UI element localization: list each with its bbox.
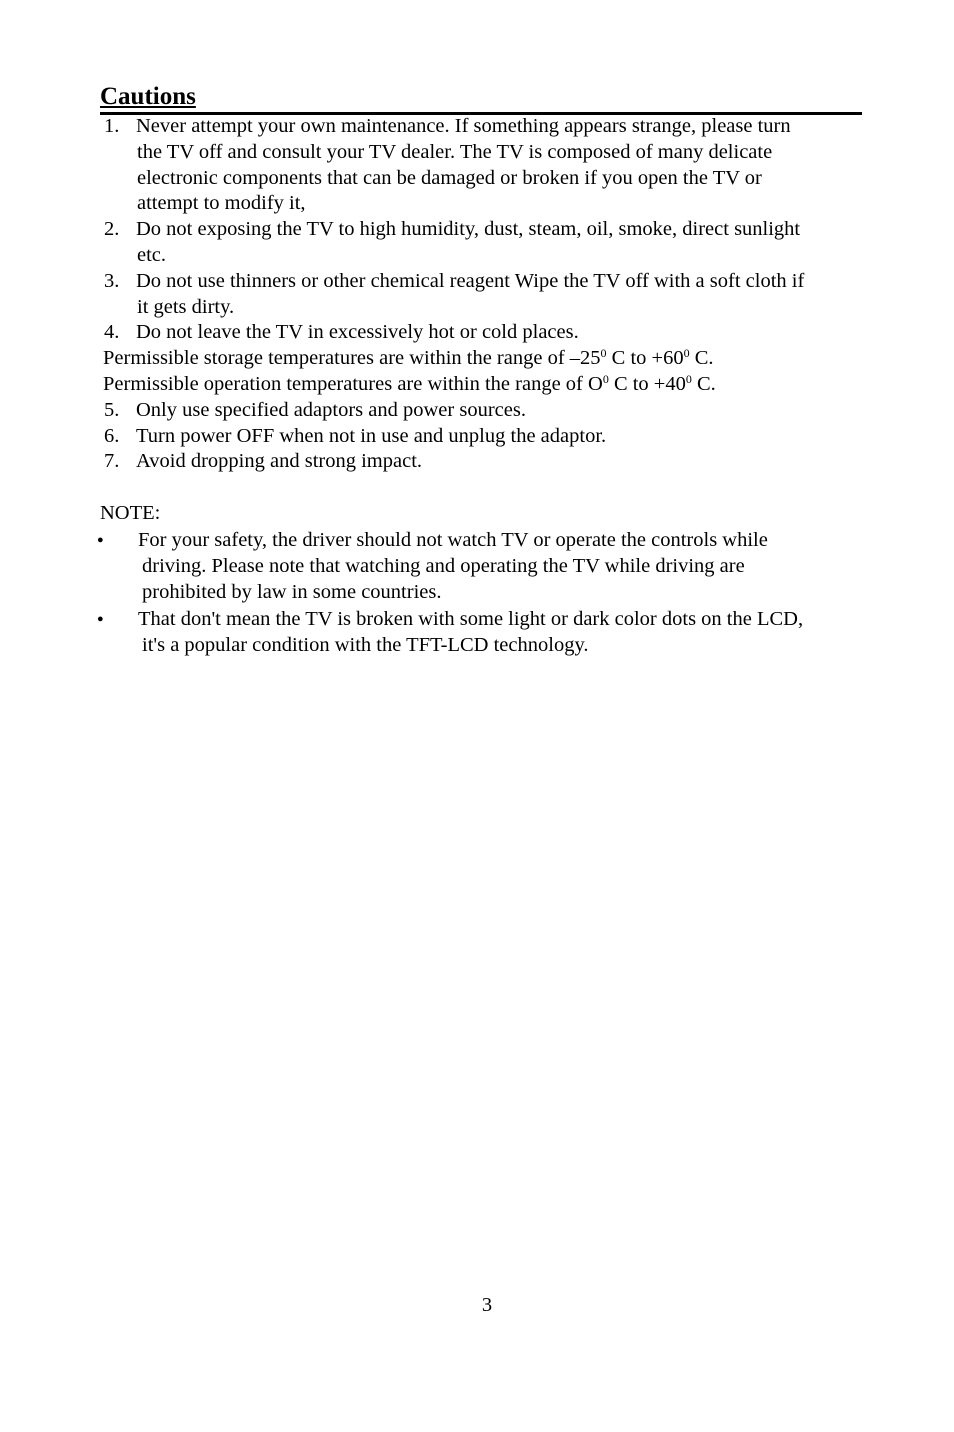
item-number: 2.	[104, 218, 120, 240]
note-line: it's a popular condition with the TFT-LCD technology.	[142, 634, 589, 656]
item-number: 6.	[104, 425, 120, 447]
item-line: Avoid dropping and strong impact.	[136, 450, 423, 472]
item-line: etc.	[137, 244, 167, 266]
note-line: prohibited by law in some countries.	[142, 581, 442, 603]
item-line: it gets dirty.	[137, 296, 235, 318]
item-number: 7.	[104, 450, 120, 472]
item-line: Only use specified adaptors and power sources.	[136, 399, 526, 421]
storage-temperature-line: Permissible storage temperatures are within the range of $-25^0$ C to $+60^0$ C.	[103, 346, 714, 369]
operation-temperature-line: Permissible operation temperatures are within the range of $O^0$ C to $+40^0$ C.	[103, 372, 716, 395]
bullet-icon: ●	[97, 613, 104, 625]
bullet-icon: ●	[97, 534, 104, 546]
note-label: NOTE:	[100, 502, 161, 524]
heading-rule	[100, 82, 862, 115]
note-line: That don't mean the TV is broken with some light or dark color dots on the LCD,	[138, 608, 804, 630]
item-line: electronic components that can be damaged or broken if you open the TV or	[137, 167, 762, 189]
item-number: 1.	[104, 115, 120, 137]
item-line: Do not leave the TV in excessively hot or cold places.	[136, 321, 579, 343]
note-line: driving. Please note that watching and operating the TV while driving are	[142, 555, 745, 577]
item-line: Turn power OFF when not in use and unplug the adaptor.	[136, 425, 607, 447]
item-line: the TV off and consult your TV dealer. The TV is composed of many delicate	[137, 141, 773, 163]
item-line: Do not exposing the TV to high humidity, dust, steam, oil, smoke, direct sunlight	[136, 218, 801, 240]
note-line: For your safety, the driver should not watch TV or operate the controls while	[138, 529, 768, 551]
page-number: 3	[481, 1294, 493, 1316]
item-number: 4.	[104, 321, 120, 343]
page-heading: Cautions	[100, 83, 196, 110]
item-number: 3.	[104, 270, 120, 292]
item-line: Do not use thinners or other chemical reagent Wipe the TV off with a soft cloth if	[136, 270, 805, 292]
item-line: attempt to modify it,	[137, 192, 306, 214]
item-line: Never attempt your own maintenance. If something appears strange, please turn	[136, 115, 791, 137]
item-number: 5.	[104, 399, 120, 421]
